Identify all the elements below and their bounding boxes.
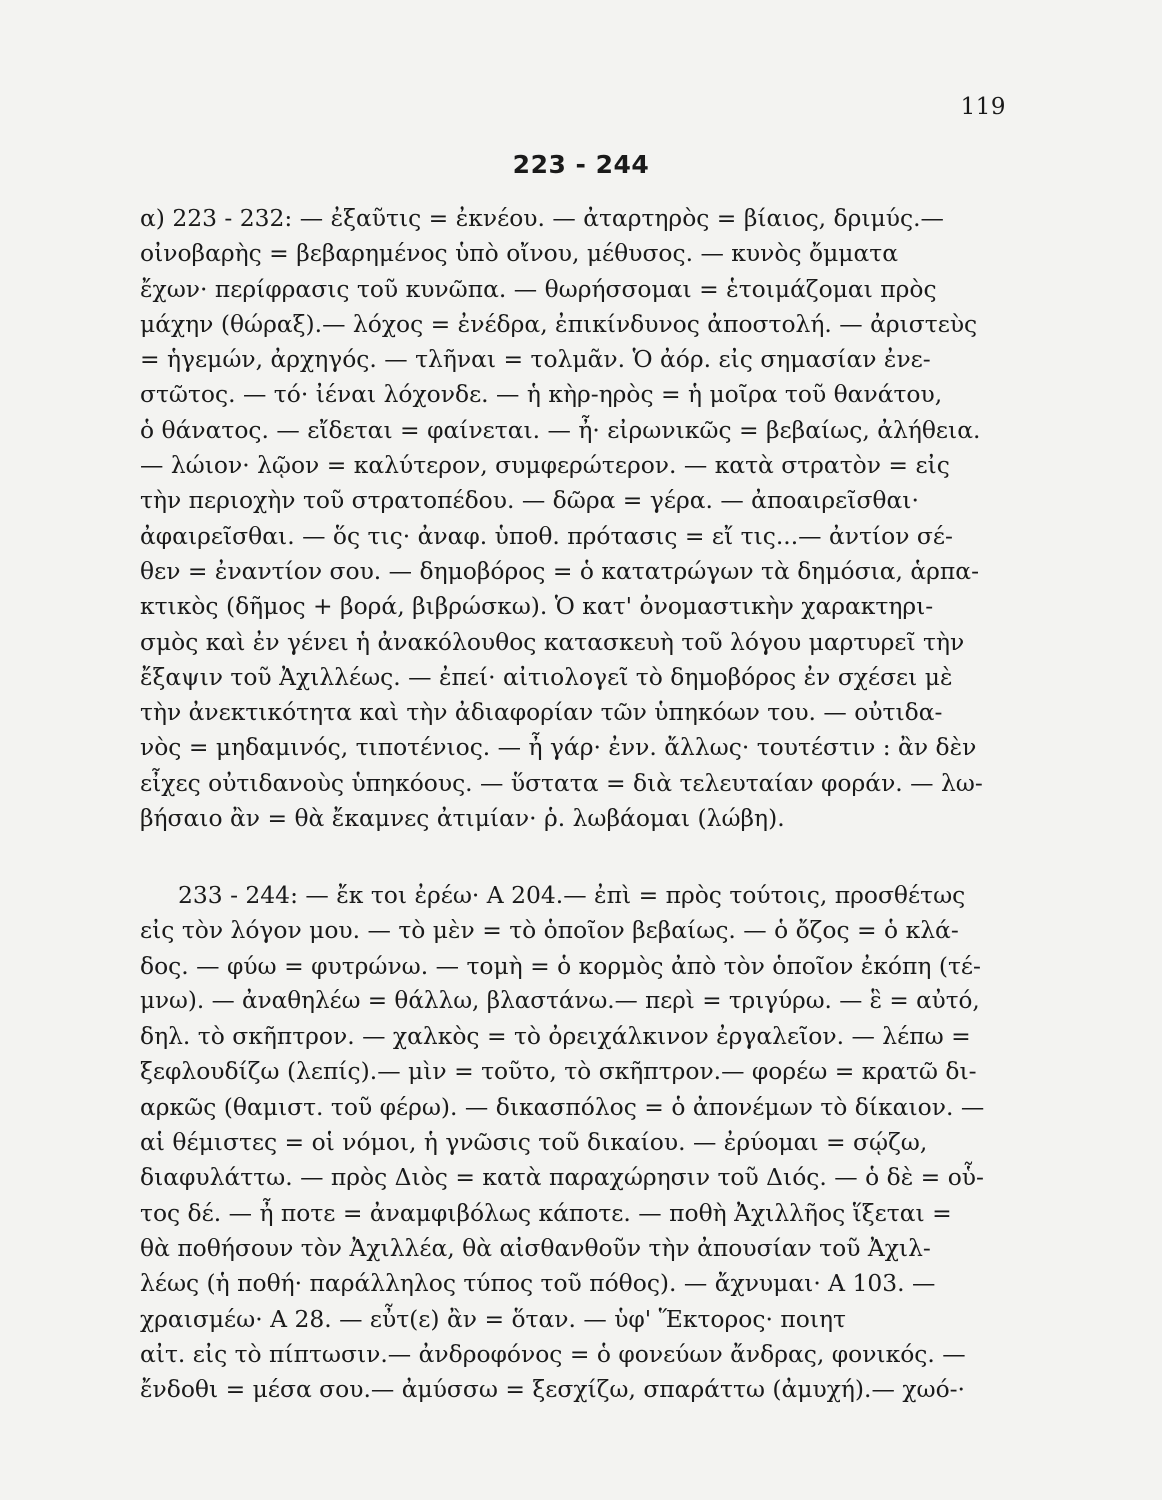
text-line: ὁ θάνατος. — εἴδεται = φαίνεται. — ἦ· εἰρωνικῶς = βεβαίως, ἀλήθεια.: [140, 415, 981, 444]
text-line: 233 - 244: — ἔκ τοι ἐρέω· Α 204.— ἐπὶ = πρὸς τούτοις, προσθέτως: [178, 881, 966, 909]
text-line: τὴν περιοχὴν τοῦ στρατοπέδου. — δῶρα = γέρα. — ἀποαιρεῖσθαι·: [140, 486, 919, 515]
section-title: 223 - 244: [512, 150, 650, 179]
text-line: = ἡγεμών, ἀρχηγός. — τλῆναι = τολμᾶν. Ὁ ἀόρ. εἰς σημασίαν ἐνε-: [140, 345, 931, 374]
text-line: ἔξαψιν τοῦ Ἀχιλλέως. — ἐπεί· αἰτιολογεῖ τὸ δημοβόρος ἐν σχέσει μὲ: [140, 662, 953, 691]
text-line: τὴν ἀνεκτικότητα καὶ τὴν ἀδιαφορίαν τῶν ὑπηκόων του. — οὐτιδα-: [140, 698, 943, 727]
text-line: αρκῶς (θαμιστ. τοῦ φέρω). — δικασπόλος = ὁ ἀπονέμων τὸ δίκαιον. —: [140, 1092, 985, 1121]
text-line: ἀφαιρεῖσθαι. — ὅς τις· ἀναφ. ὑποθ. πρότασις = εἴ τις...— ἀντίον σέ-: [140, 521, 953, 550]
text-line: ἔχων· περίφρασις τοῦ κυνῶπα. — θωρήσσομαι = ἑτοιμάζομαι πρὸς: [140, 274, 937, 303]
text-line: ἔνδοθι = μέσα σου.— ἀμύσσω = ξεσχίζω, σπαράττω (ἀμυχή).— χωό-·: [140, 1375, 965, 1404]
text-line: θὰ ποθήσουν τὸν Ἀχιλλέα, θὰ αἰσθανθοῦν τὴν ἀπουσίαν τοῦ Ἀχιλ-: [140, 1233, 931, 1262]
text-line: αἱ θέμιστες = οἱ νόμοι, ἡ γνῶσις τοῦ δικαίου. — ἐρύομαι = σῴζω,: [140, 1128, 928, 1157]
text-line: — λώιον· λῷον = καλύτερον, συμφερώτερον. — κατὰ στρατὸν = εἰς: [140, 451, 950, 480]
text-line: βήσαιο ἂν = θὰ ἔκαμνες ἀτιμίαν· ῥ. λωβάομαι (λώβη).: [140, 804, 785, 833]
text-line: εἰς τὸν λόγον μου. — τὸ μὲν = τὸ ὁποῖον βεβαίως. — ὁ ὄζος = ὁ κλά-: [140, 916, 959, 945]
text-line: δος. — φύω = φυτρώνω. — τομὴ = ὁ κορμὸς ἀπὸ τὸν ὁποῖον ἐκόπη (τέ-: [140, 951, 981, 980]
text-line: αἰτ. εἰς τὸ πίπτωσιν.— ἀνδροφόνος = ὁ φονεύων ἄνδρας, φονικός. —: [140, 1339, 966, 1368]
text-line: α) 223 - 232: — ἐξαῦτις = ἐκνέου. — ἀταρτηρὸς = βίαιος, δριμύς.—: [140, 204, 944, 232]
text-line: στῶτος. — τό· ἰέναι λόχονδε. — ἡ κὴρ-ηρὸς = ἡ μοῖρα τοῦ θανάτου,: [140, 380, 943, 409]
paragraph-223-232: [140, 201, 988, 836]
text-line: λέως (ἡ ποθή· παράλληλος τύπος τοῦ πόθος). — ἄχνυμαι· Α 103. —: [140, 1269, 936, 1298]
text-line: νὸς = μηδαμινός, τιποτένιος. — ἦ γάρ· ἐνν. ἄλλως· τουτέστιν : ἂν δὲν: [140, 733, 977, 762]
text-line: σμὸς καὶ ἐν γένει ἡ ἀνακόλουθος κατασκευὴ τοῦ λόγου μαρτυρεῖ τὴν: [140, 627, 965, 656]
paragraph-233-244: [140, 878, 988, 1407]
text-line: τος δέ. — ἦ ποτε = ἀναμφιβόλως κάποτε. — ποθὴ Ἀχιλλῆος ἵξεται =: [140, 1198, 952, 1227]
text-line: ξεφλουδίζω (λεπίς).— μὶν = τοῦτο, τὸ σκῆπτρον.— φορέω = κρατῶ δι-: [140, 1057, 977, 1086]
text-line: κτικὸς (δῆμος + βορά, βιβρώσκω). Ὁ κατ' ὀνομαστικὴν χαρακτηρι-: [140, 592, 934, 621]
text-line: οἰνοβαρὴς = βεβαρημένος ὑπὸ οἴνου, μέθυσος. — κυνὸς ὄμματα: [140, 239, 899, 268]
text-line: μνω). — ἀναθηλέω = θάλλω, βλαστάνω.— περὶ = τριγύρω. — ἓ = αὐτό,: [140, 987, 980, 1014]
page-number: 119: [960, 94, 1006, 120]
text-line: διαφυλάττω. — πρὸς Διὸς = κατὰ παραχώρησιν τοῦ Διός. — ὁ δὲ = οὗ-: [140, 1163, 984, 1192]
text-line: εἶχες οὐτιδανοὺς ὑπηκόους. — ὕστατα = διὰ τελευταίαν φοράν. — λω-: [140, 768, 983, 797]
text-line: χραισμέω· Α 28. — εὖτ(ε) ἂν = ὅταν. — ὑφ' Ἕκτορος· ποιητ: [140, 1304, 846, 1333]
text-line: μάχην (θώραξ).— λόχος = ἐνέδρα, ἐπικίνδυνος ἀποστολή. — ἀριστεὺς: [140, 309, 978, 338]
text-line: δηλ. τὸ σκῆπτρον. — χαλκὸς = τὸ ὀρειχάλκινον ἐργαλεῖον. — λέπω =: [140, 1022, 971, 1051]
text-line: θεν = ἐναντίον σου. — δημοβόρος = ὁ κατατρώγων τὰ δημόσια, ἁρπα-: [140, 556, 979, 585]
